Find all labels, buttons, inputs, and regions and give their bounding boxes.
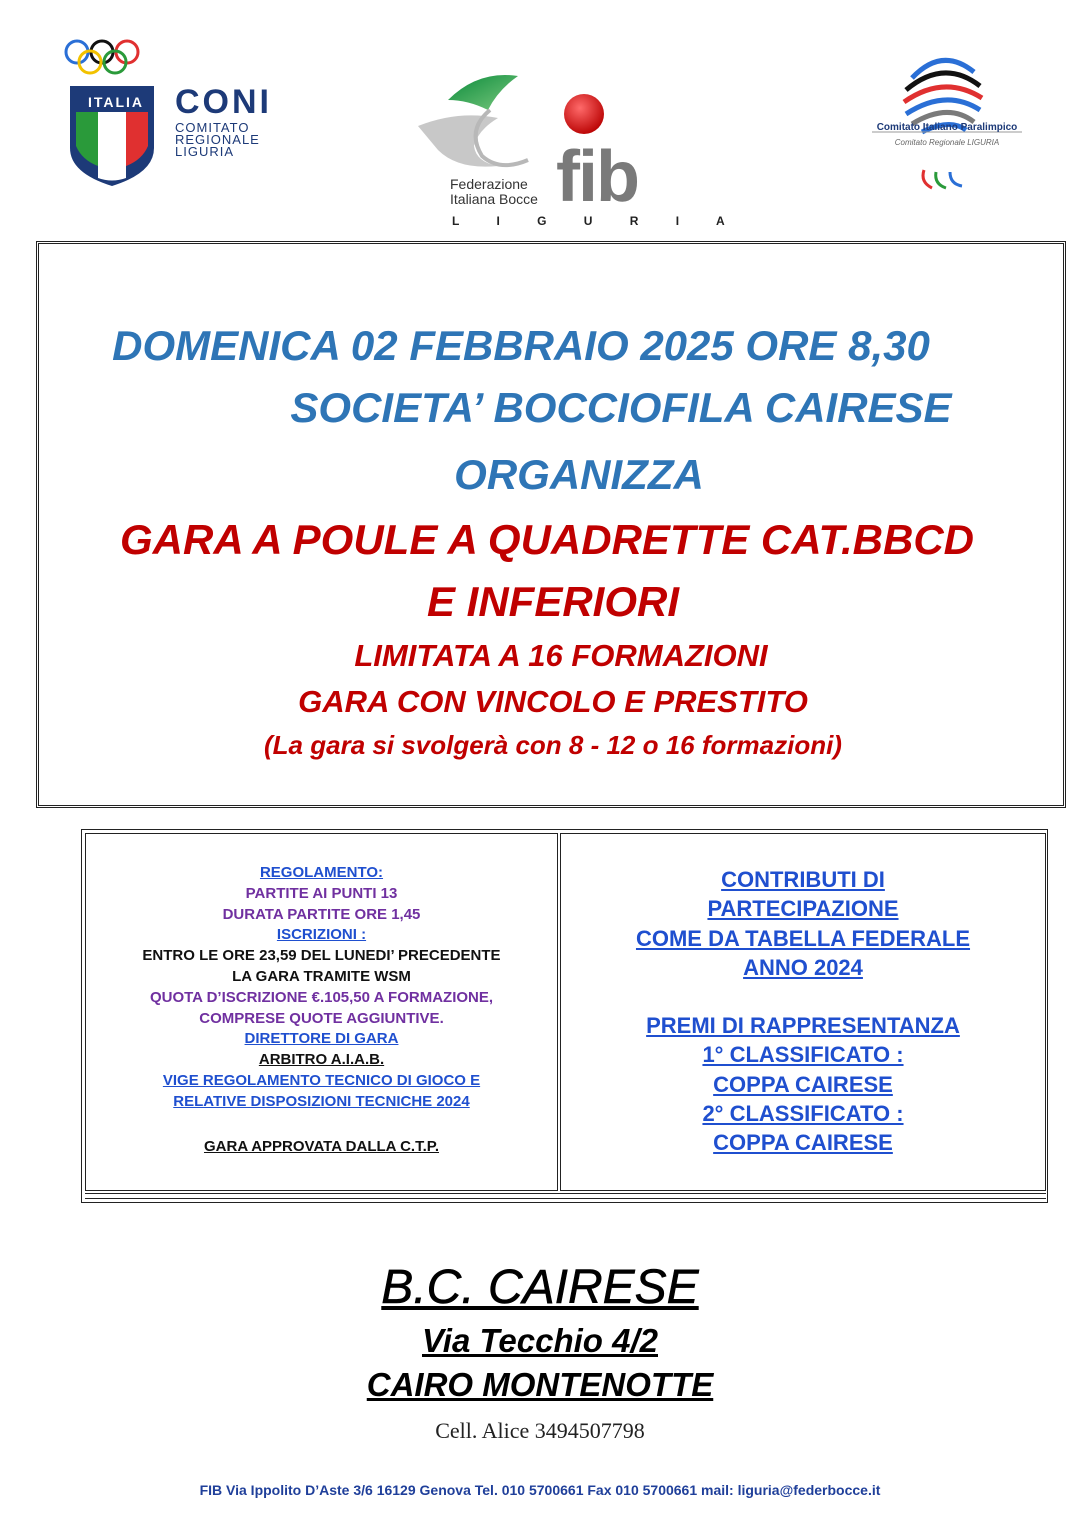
venue-name: B.C. CAIRESE: [381, 1261, 699, 1314]
vige-line2: RELATIVE DISPOSIZIONI TECNICHE 2024: [173, 1093, 470, 1110]
regolamento-heading: REGOLAMENTO:: [259, 864, 384, 881]
contributi-line3: COME DA TABELLA FEDERALE: [635, 926, 971, 951]
rules-cell: [85, 833, 558, 1191]
competition-line1: GARA A POULE A QUADRETTE CAT.BBCD: [120, 516, 974, 563]
premi-heading: PREMI DI RAPPRESENTANZA: [646, 1013, 960, 1038]
venue-city: CAIRO MONTENOTTE: [366, 1366, 714, 1403]
first-prize: COPPA CAIRESE: [713, 1072, 893, 1097]
coni-italia-label: ITALIA: [87, 94, 145, 110]
coni-line3: LIGURIA: [175, 144, 235, 159]
durata-text: DURATA PARTITE ORE 1,45: [222, 906, 421, 923]
constraint-text: GARA CON VINCOLO E PRESTITO: [298, 684, 808, 719]
quota-line1: QUOTA D’ISCRIZIONE €.105,50 A FORMAZIONE,: [149, 989, 494, 1006]
entro-line1: ENTRO LE ORE 23,59 DEL LUNEDI’ PRECEDENTE: [142, 947, 501, 964]
second-place-label: 2° CLASSIFICATO :: [702, 1101, 904, 1126]
prizes-cell: [560, 833, 1046, 1191]
quota-line2: COMPRESE QUOTE AGGIUNTIVE.: [199, 1010, 444, 1027]
cip-title: Comitato Italiano Paralimpico: [876, 122, 1018, 133]
limit-text: LIMITATA A 16 FORMAZIONI: [354, 638, 768, 673]
fib-abbr: fib: [556, 137, 638, 217]
fib-line2: Italiana Bocce: [450, 191, 538, 207]
contact-phone: Cell. Alice 3494507798: [435, 1418, 645, 1443]
first-place-label: 1° CLASSIFICATO :: [702, 1042, 904, 1067]
punti-text: PARTITE AI PUNTI 13: [245, 885, 398, 902]
fib-region: L I G U R I A: [452, 214, 740, 228]
direttore-heading: DIRETTORE DI GARA: [244, 1030, 399, 1047]
format-note: (La gara si svolgerà con 8 - 12 o 16 formazioni): [264, 730, 842, 760]
iscrizioni-heading: ISCRIZIONI :: [276, 926, 367, 943]
entro-line2: LA GARA TRAMITE WSM: [232, 968, 411, 985]
event-organizes: ORGANIZZA: [454, 451, 704, 498]
competition-line2: E INFERIORI: [426, 578, 680, 625]
cip-logo: [862, 48, 1032, 198]
event-date: DOMENICA 02 FEBBRAIO 2025 ORE 8,30: [112, 322, 930, 369]
event-society: SOCIETA’ BOCCIOFILA CAIRESE: [290, 384, 952, 431]
contributi-line1: CONTRIBUTI DI: [721, 867, 885, 892]
contributi-line2: PARTECIPAZIONE: [707, 896, 899, 921]
cip-subtitle: Comitato Regionale LIGURIA: [894, 138, 1000, 147]
approvata-text: GARA APPROVATA DALLA C.T.P.: [203, 1138, 439, 1155]
coni-line1: COMITATO: [175, 120, 250, 135]
table-bottom-border: [85, 1193, 1046, 1199]
fib-logo: [418, 70, 740, 230]
fib-line1: Federazione: [450, 176, 528, 192]
coni-shield-icon: [62, 38, 172, 188]
coni-line2: REGIONALE: [175, 132, 260, 147]
venue-street: Via Tecchio 4/2: [422, 1322, 658, 1359]
contributi-line4: ANNO 2024: [743, 955, 863, 980]
federation-footer: FIB Via Ippolito D’Aste 3/6 16129 Genova Tel. 010 5700661 Fax 010 5700661 mail: liguria@federbocce.it: [199, 1482, 881, 1498]
event-box: [36, 241, 1066, 808]
second-prize: COPPA CAIRESE: [713, 1130, 893, 1155]
coni-logo: [62, 38, 302, 188]
info-table: [81, 829, 1048, 1203]
coni-title: CONI: [175, 83, 272, 121]
arbitro-text: ARBITRO A.I.A.B.: [258, 1051, 385, 1068]
vige-line1: VIGE REGOLAMENTO TECNICO DI GIOCO E: [162, 1072, 481, 1089]
